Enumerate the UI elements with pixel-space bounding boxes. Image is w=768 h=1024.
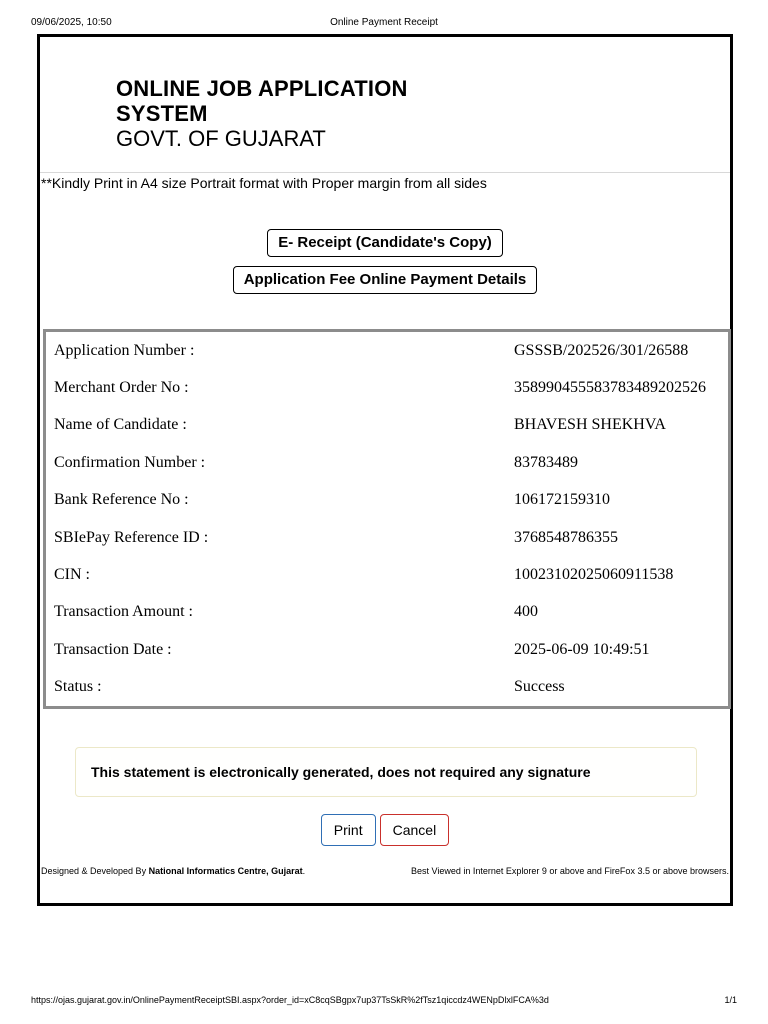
designed-suffix: . [302, 866, 306, 876]
header-line-1: ONLINE JOB APPLICATION [116, 76, 408, 101]
detail-row-status [46, 669, 728, 706]
detail-value: 3768548786355 [514, 528, 618, 546]
print-datetime: 09/06/2025, 10:50 [31, 17, 112, 28]
detail-row-candidate-name [46, 407, 728, 444]
detail-value: 83783489 [514, 453, 578, 471]
payment-details-table [43, 329, 731, 709]
detail-label: SBIePay Reference ID : [54, 528, 209, 546]
detail-label: Merchant Order No : [54, 379, 189, 397]
print-header [31, 17, 737, 31]
detail-label: Status : [54, 678, 102, 696]
detail-row-transaction-date [46, 631, 728, 668]
detail-value: 3589904555837834892025​26 [514, 379, 706, 397]
receipt-title-label: E- Receipt (Candidate's Copy) [267, 229, 503, 257]
detail-value: BHAVESH SHEKHVA [514, 416, 666, 434]
electronic-statement-notice [75, 747, 697, 797]
detail-value: 10023102025060911538 [514, 566, 674, 584]
receipt-title [40, 229, 730, 257]
page-number: 1/1 [724, 995, 737, 1005]
header-divider [40, 172, 730, 173]
detail-row-cin [46, 556, 728, 593]
page-url: https://ojas.gujarat.gov.in/OnlinePaymentReceiptSBI.aspx?order_id=xC8cqSBgpx7up37TsSkR%2fTsz1qiccdz4WENpDlxlFCA%3d [31, 995, 549, 1005]
browser-compatibility-note: Best Viewed in Internet Explorer 9 or above and FireFox 3.5 or above browsers. [410, 866, 729, 876]
detail-row-application-number [46, 332, 728, 369]
detail-row-merchant-order [46, 369, 728, 406]
designed-by-credit [41, 866, 305, 876]
print-button[interactable]: Print [321, 814, 376, 846]
detail-value: Success [514, 678, 565, 696]
detail-label: CIN : [54, 566, 90, 584]
detail-row-bank-reference [46, 482, 728, 519]
detail-label: Transaction Date : [54, 640, 172, 658]
detail-label: Bank Reference No : [54, 491, 189, 509]
print-footer [31, 995, 737, 1009]
action-buttons [40, 814, 730, 846]
detail-value: GSSSB/202526/301/26588 [514, 341, 689, 359]
detail-label: Confirmation Number : [54, 453, 206, 471]
header-line-3: GOVT. OF GUJARAT [116, 126, 326, 151]
system-header [116, 76, 408, 152]
detail-row-confirmation-number [46, 444, 728, 481]
designed-org: National Informatics Centre, Gujarat [148, 866, 303, 876]
detail-value: 400 [514, 603, 538, 621]
print-note: **Kindly Print in A4 size Portrait format with Proper margin from all sides [41, 175, 487, 191]
detail-label: Transaction Amount : [54, 603, 193, 621]
cancel-button[interactable]: Cancel [380, 814, 450, 846]
detail-value: 106172159310 [514, 491, 610, 509]
receipt-frame [37, 34, 733, 906]
detail-label: Application Number : [54, 341, 195, 359]
notice-text: This statement is electronically generated, does not required any signature [91, 764, 591, 780]
header-line-2: SYSTEM [116, 101, 208, 126]
designed-prefix: Designed & Developed By [41, 866, 149, 876]
section-title-label: Application Fee Online Payment Details [233, 266, 538, 294]
print-title: Online Payment Receipt [330, 17, 438, 28]
detail-row-transaction-amount [46, 594, 728, 631]
detail-value: 2025-06-09 10:49:51 [514, 640, 650, 658]
section-title [40, 266, 730, 294]
detail-row-sbiepay-reference [46, 519, 728, 556]
detail-label: Name of Candidate : [54, 416, 187, 434]
